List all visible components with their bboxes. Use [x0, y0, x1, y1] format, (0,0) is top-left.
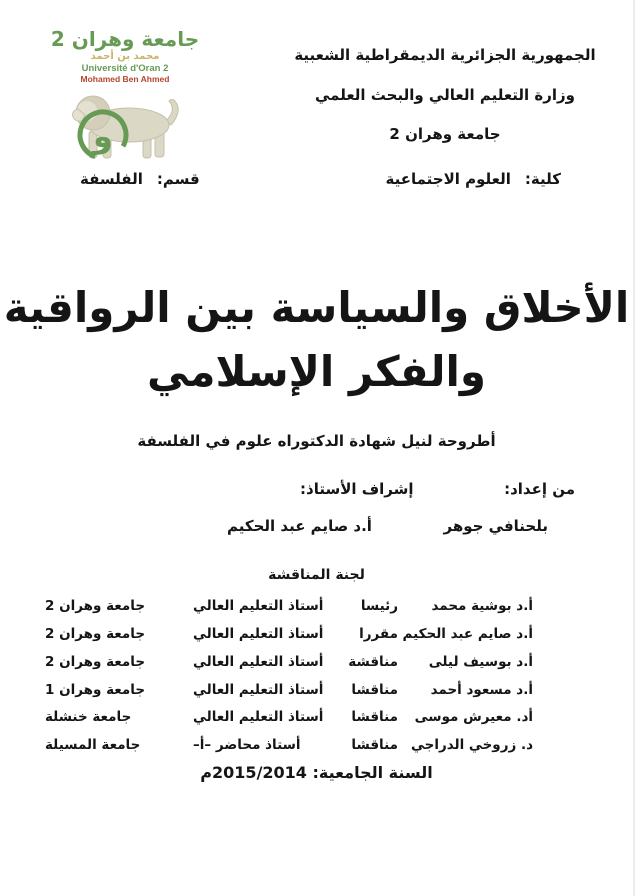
member-role: مناقشا [351, 737, 398, 753]
faculty-value: العلوم الاجتماعية [385, 170, 511, 188]
logo-french-subname: Mohamed Ben Ahmed [80, 74, 170, 84]
header-university-line: جامعة وهران 2 [389, 125, 501, 143]
member-name: أ.د بوسيف ليلى [428, 654, 533, 670]
member-role: مقررا [359, 626, 398, 642]
member-rank: أستاذ التعليم العالي [193, 626, 324, 642]
member-role: مناقشة [348, 654, 398, 670]
member-name: أ.د مسعود أحمد [430, 682, 533, 698]
member-rank: أستاذ محاضر –أ– [193, 737, 301, 753]
academic-year: السنة الجامعية: 2014‏/2015م [200, 763, 433, 782]
prepared-by-label: من إعداد: [504, 480, 575, 498]
member-rank: أستاذ التعليم العالي [193, 709, 324, 725]
member-university: جامعة المسيلة [45, 737, 141, 753]
logo-arabic-subname: محمد بن أحمد [90, 51, 160, 62]
thesis-subtitle: أطروحة لنيل شهادة الدكتوراه علوم في الفلسفة [137, 432, 496, 450]
header-ministry-line: وزارة التعليم العالي والبحث العلمي [314, 86, 576, 104]
university-logo [50, 28, 200, 161]
member-name: أ.د بوشية محمد [431, 598, 533, 614]
committee-row [0, 598, 633, 620]
member-university: جامعة وهران 2 [45, 598, 146, 614]
logo-arabic-name: جامعة وهران 2 [50, 27, 200, 51]
member-rank: أستاذ التعليم العالي [193, 654, 324, 670]
member-rank: أستاذ التعليم العالي [193, 598, 324, 614]
member-university: جامعة وهران 1 [45, 682, 146, 698]
committee-row [0, 654, 633, 676]
member-role: مناقشا [351, 709, 398, 725]
thesis-title [0, 276, 633, 404]
header-republic-line: الجمهورية الجزائرية الديمقراطية الشعبية [294, 46, 596, 64]
committee-row [0, 682, 633, 704]
member-role: رئيسا [360, 598, 398, 614]
committee-row [0, 737, 633, 759]
department-value: الفلسفة [80, 170, 143, 188]
department-line [80, 170, 200, 188]
svg-text:و: و [93, 117, 113, 155]
member-role: مناقشا [351, 682, 398, 698]
committee-row [0, 626, 633, 648]
department-label: قسم: [156, 170, 200, 188]
faculty-label: كلية: [524, 170, 561, 188]
logo-lion-icon [59, 85, 191, 161]
member-university: جامعة وهران 2 [45, 654, 146, 670]
member-rank: أستاذ التعليم العالي [193, 682, 324, 698]
member-name: أ.د صايم عبد الحكيم [402, 626, 533, 642]
supervisor-label: إشراف الأستاذ: [300, 480, 414, 498]
thesis-title-line1: الأخلاق والسياسة بين الرواقية [3, 283, 630, 332]
committee-heading: لجنة المناقشة [268, 567, 365, 583]
supervisor-name: أ.د صايم عبد الحكيم [227, 517, 372, 535]
faculty-line [386, 170, 561, 188]
member-name: أد. معيرش موسى [414, 709, 533, 725]
committee-row [0, 709, 633, 731]
logo-french-name: Université d'Oran 2 [81, 63, 169, 74]
member-name: د. زروخي الدراجي [410, 737, 533, 753]
member-university: جامعة وهران 2 [45, 626, 146, 642]
thesis-title-line2: والفكر الإسلامي [146, 347, 487, 396]
author-name: بلحنافي جوهر [443, 517, 548, 535]
member-university: جامعة خنشلة [45, 709, 132, 725]
